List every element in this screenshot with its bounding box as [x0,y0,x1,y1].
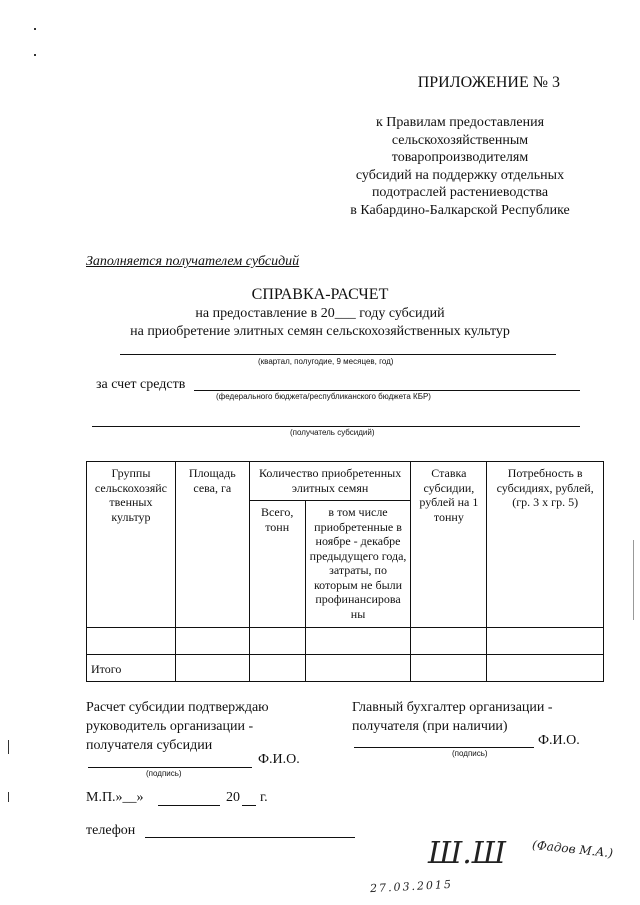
scan-edge-mark [8,792,9,802]
accountant-line: Главный бухгалтер организации - [352,700,553,715]
table-cell[interactable] [305,655,411,682]
phone-label: телефон [86,823,136,838]
table-cell[interactable] [411,628,487,655]
table-cell[interactable] [487,628,604,655]
scan-edge-mark [633,540,634,620]
accountant-line: получателя (при наличии) [352,719,508,734]
seal-date-label: М.П.»__» [86,790,144,805]
accountant-signature-line[interactable] [354,747,534,748]
table-row-total [87,655,604,682]
accountant-block [352,698,553,736]
table-cell[interactable] [87,628,176,655]
table-cell[interactable] [249,628,305,655]
handwritten-name: (Фадов М.А.) [531,837,614,861]
handwritten-signature: Ш.Ш [428,836,507,871]
manager-signature-line[interactable] [88,767,252,768]
accountant-fio: Ф.И.О. [538,733,580,748]
table-row [87,628,604,655]
stray-dot [34,54,36,56]
total-label: Итого [87,655,176,682]
scan-edge-mark [8,740,9,754]
appendix-line: товаропроизводителям [391,150,529,165]
subsidy-table [86,461,604,682]
header-need: Потребность в субсидиях, рублей, (гр. 3 х гр. 5) [487,462,604,628]
period-field-line[interactable] [120,354,556,355]
year-suffix: г. [260,790,268,805]
funds-field-line[interactable] [194,390,580,391]
manager-line: руководитель организации - [86,719,254,734]
funds-label: за счет средств [96,377,186,392]
header-rate: Ставка субсидии, рублей на 1 тонну [411,462,487,628]
table-cell[interactable] [305,628,411,655]
recipient-hint: (получатель субсидий) [290,428,375,437]
manager-line: получателя субсидии [86,738,213,753]
stray-dot [34,28,36,30]
table-cell[interactable] [411,655,487,682]
appendix-note [320,114,600,219]
year-field-line[interactable] [242,805,256,806]
header-purchased-nov-dec: в том числе приобретенные в ноябре - декабре предыдущего года, затраты, по которым не были профинансирова ны [305,501,411,628]
subtitle-line: на приобретение элитных семян сельскохозяйственных культур [130,324,510,339]
document-title: СПРАВКА-РАСЧЕТ [251,286,389,303]
document-subtitle [0,305,640,341]
accountant-sign-hint: (подпись) [452,749,488,758]
table-cell[interactable] [175,628,249,655]
month-field-line[interactable] [158,805,220,806]
filled-by-note: Заполняется получателем субсидий [86,254,300,269]
appendix-title: ПРИЛОЖЕНИЕ № 3 [417,74,560,91]
subtitle-line: на предоставление в 20___ году субсидий [195,306,445,321]
appendix-line: подотраслей растениеводства [371,185,549,200]
recipient-field-line[interactable] [92,426,580,427]
header-total-tons: Всего, тонн [249,501,305,628]
appendix-line: в Кабардино-Балкарской Республике [350,202,570,218]
manager-fio: Ф.И.О. [258,752,300,767]
appendix-line: сельскохозяйственным [391,132,529,148]
table-cell[interactable] [487,655,604,682]
header-area: Площадь сева, га [175,462,249,628]
period-hint: (квартал, полугодие, 9 месяцев, год) [258,357,394,366]
appendix-line: субсидий на поддержку отдельных [355,167,565,183]
manager-line: Расчет субсидии подтверждаю [86,700,269,715]
table-cell[interactable] [175,655,249,682]
manager-confirmation [86,698,269,755]
handwritten-date: 27.03.2015 [369,877,454,896]
phone-field-line[interactable] [145,837,355,838]
table-cell[interactable] [249,655,305,682]
header-seed-quantity: Количество приобретенных элитных семян [249,462,411,501]
appendix-line: к Правилам предоставления [375,115,545,130]
funds-hint: (федерального бюджета/республиканского бюджета КБР) [216,392,431,401]
manager-sign-hint: (подпись) [146,769,182,778]
header-crop-groups: Группы сельскохозяйс твенных культур [87,462,176,628]
year-prefix: 20 [226,790,240,805]
